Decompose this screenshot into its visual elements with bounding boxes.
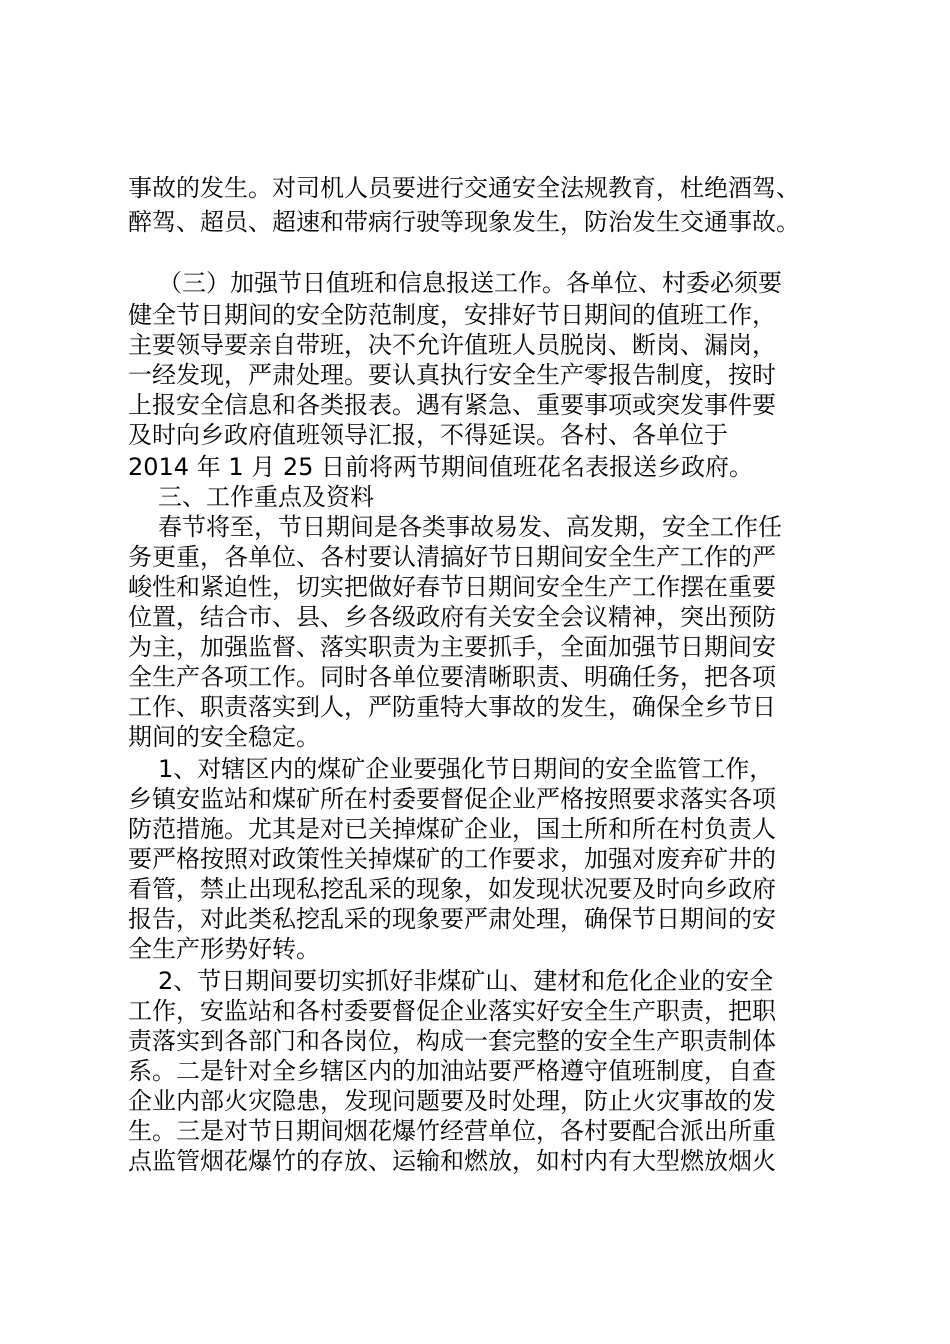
- list-item-2: 2、节日期间要切实抓好非煤矿山、建材和危化企业的安全: [158, 967, 774, 995]
- body-line: 位置，结合市、县、乡各级政府有关安全会议精神，突出预防: [128, 603, 776, 631]
- body-line: 工作，安监站和各村委要督促企业落实好安全生产职责，把职: [128, 997, 776, 1025]
- body-line: 及时向乡政府值班领导汇报，不得延误。各村、各单位于: [128, 421, 728, 449]
- body-line: 事故的发生。对司机人员要进行交通安全法规教育，杜绝酒驾、: [128, 174, 800, 202]
- body-line: 责落实到各部门和各岗位，构成一套完整的安全生产职责制体: [128, 1027, 776, 1055]
- body-line: 点监管烟花爆竹的存放、运输和燃放，如村内有大型燃放烟火: [128, 1147, 776, 1175]
- body-line: 期间的安全稳定。: [128, 723, 320, 751]
- body-line: 防范措施。尤其是对已关掉煤矿企业，国土所和所在村负责人: [128, 815, 776, 843]
- body-line: 主要领导要亲自带班，决不允许值班人员脱岗、断岗、漏岗，: [128, 331, 776, 359]
- body-line: 看管，禁止出现私挖乱采的现象，如发现状况要及时向乡政府: [128, 875, 776, 903]
- body-line: 2014 年 1 月 25 日前将两节期间值班花名表报送乡政府。: [128, 453, 754, 481]
- body-line: 企业内部火灾隐患，发现问题要及时处理，防止火灾事故的发: [128, 1087, 776, 1115]
- body-line: 春节将至，节日期间是各类事故易发、高发期，安全工作任: [158, 513, 782, 541]
- section-heading-3: （三）加强节日值班和信息报送工作。各单位、村委必须要: [158, 269, 782, 297]
- body-line: 为主，加强监督、落实职责为主要抓手，全面加强节日期间安: [128, 633, 776, 661]
- body-line: 系。二是针对全乡辖区内的加油站要严格遵守值班制度，自查: [128, 1057, 776, 1085]
- body-line: 工作、职责落实到人，严防重特大事故的发生，确保全乡节日: [128, 693, 776, 721]
- body-line: 全生产各项工作。同时各单位要清晰职责、明确任务，把各项: [128, 663, 776, 691]
- body-line: 务更重，各单位、各村要认清搞好节日期间安全生产工作的严: [128, 543, 776, 571]
- section-title-work-focus: 三、工作重点及资料: [158, 483, 374, 511]
- body-line: 乡镇安监站和煤矿所在村委要督促企业严格按照要求落实各项: [128, 785, 776, 813]
- body-line: 要严格按照对政策性关掉煤矿的工作要求，加强对废弃矿井的: [128, 845, 776, 873]
- body-line: 生。三是对节日期间烟花爆竹经营单位，各村要配合派出所重: [128, 1117, 776, 1145]
- body-line: 全生产形势好转。: [128, 935, 320, 963]
- body-line: 醉驾、超员、超速和带病行驶等现象发生，防治发生交通事故。: [128, 208, 800, 236]
- list-item-1: 1、对辖区内的煤矿企业要强化节日期间的安全监管工作，: [158, 755, 774, 783]
- body-line: 一经发现，严肃处理。要认真执行安全生产零报告制度，按时: [128, 361, 776, 389]
- body-line: 报告，对此类私挖乱采的现象要严肃处理，确保节日期间的安: [128, 905, 776, 933]
- body-line: 健全节日期间的安全防范制度，安排好节日期间的值班工作，: [128, 301, 776, 329]
- body-line: 上报安全信息和各类报表。遇有紧急、重要事项或突发事件要: [128, 391, 776, 419]
- body-line: 峻性和紧迫性，切实把做好春节日期间安全生产工作摆在重要: [128, 573, 776, 601]
